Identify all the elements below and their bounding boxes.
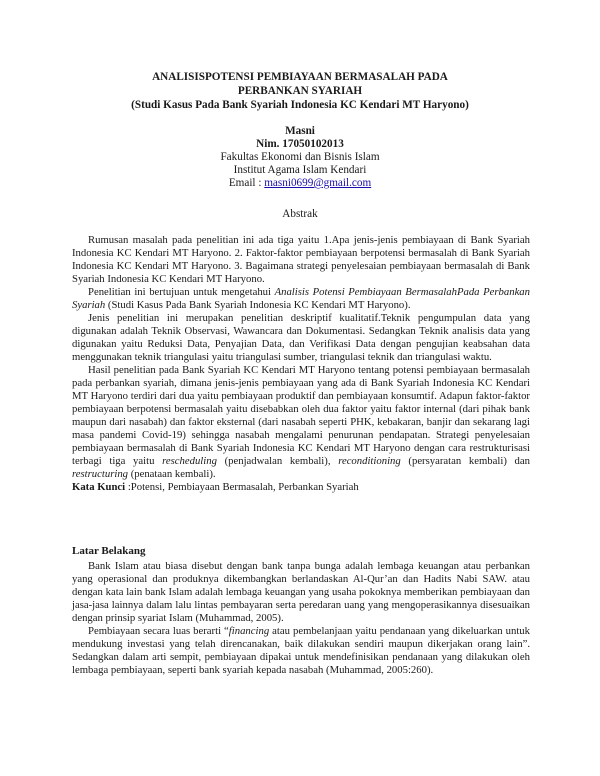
abstract-paragraph (72, 364, 530, 481)
institute: Institut Agama Islam Kendari (233, 164, 367, 176)
faculty: Fakultas Ekonomi dan Bisnis Islam (220, 151, 380, 163)
text-run: (penataan kembali). (128, 468, 216, 480)
student-id: Nim. 17050102013 (256, 138, 344, 150)
keywords-text: :Potensi, Pembiayaan Bermasalah, Perbankan Syariah (125, 481, 359, 493)
email-line (60, 177, 540, 190)
italic-run: financing (228, 625, 270, 637)
keywords (72, 481, 530, 494)
text-run: atau pembelanjaan yaitu pendanaan yang dikeluarkan untuk mendukung investasi yang telah direncanakan, baik dilakukan sendiri maupun dikerjakan orang lain”. Sedangkan dalam arti sempit, pembiayaan dipakai untuk mendefinisikan pendanaan yang dilakukan oleh lembaga pembiayaan, seperti bank syariah kepada nasabah (Muhammad, 2005:260). (72, 625, 530, 676)
email-link[interactable]: masni0699@gmail.com (264, 177, 372, 189)
section-heading: Latar Belakang (72, 545, 146, 557)
abstract-paragraph: Jenis penelitian ini merupakan penelitian deskriptif kualitatif.Teknik pengumpulan data yang digunakan adalah Teknik Observasi, Wawancara dan Dokumentasi. Sedangkan Teknik analisis data yang digunakan yaitu Reduksi Data, Penyajian Data, dan Verifikasi Data dengan pengujian keabsahan data menggunakan teknik triangulasi yaitu triangulasi sumber, triangulasi teknik dan triangulasi waktu. (72, 312, 530, 363)
background-paragraph: Bank Islam atau biasa disebut dengan bank tanpa bunga adalah lembaga keuangan atau perbankan yang operasional dan produknya dikembangkan berlandaskan Al-Qur’an dan Hadits Nabi SAW. atau dengan kata lain bank Islam adalah lembaga keuangan yang usaha pokoknya memberikan pembiayaan dan jasa-jasa lainnya dalam lalu lintas pembayaran serta peredaran uang yang mengoperasikannya disesuaikan dengan prinsip syariat Islam (Muhammad, 2005). (72, 560, 530, 624)
text-run: (penjadwalan kembali), (216, 455, 339, 467)
text-run: Penelitian ini bertujuan untuk mengetahui (88, 286, 275, 298)
author-name: Masni (285, 125, 315, 137)
italic-run: restructuring (72, 468, 129, 480)
keywords-label: Kata Kunci (72, 481, 126, 493)
abstract-paragraph: Rumusan masalah pada penelitian ini ada tiga yaitu 1.Apa jenis-jenis pembiayaan di Bank Syariah Indonesia KC Kendari MT Haryono. 2. Faktor-faktor pembiayaan berpotensi bermasalah di Bank Syariah Indonesia KC Kendari MT Haryono. 3. Bagaimana strategi penyelesaian pembiayaan bermasalah di Bank Syariah Indonesia KC Kendari MT Haryono. (72, 234, 530, 285)
background-section (72, 545, 530, 677)
title-line-2: PERBANKAN SYARIAH (237, 85, 363, 97)
title-line-3: (Studi Kasus Pada Bank Syariah Indonesia KC Kendari MT Haryono) (131, 99, 469, 111)
text-run: Pembiayaan secara luas berarti “ (88, 625, 229, 637)
abstract-body (72, 234, 530, 494)
background-paragraph (72, 625, 530, 677)
text-run: (persyaratan kembali) dan (400, 455, 530, 467)
italic-run: reconditioning (338, 455, 401, 467)
abstract-heading: Abstrak (282, 208, 318, 220)
text-run: (Studi Kasus Pada Bank Syariah Indonesia KC Kendari MT Haryono). (105, 299, 411, 311)
email-label: Email : (228, 177, 265, 189)
title-line-1: ANALISISPOTENSI PEMBIAYAAN BERMASALAH PADA (152, 71, 448, 83)
italic-run: rescheduling (162, 455, 217, 467)
author-block (60, 125, 540, 190)
abstract-paragraph (72, 286, 530, 312)
paper-title (60, 70, 540, 112)
italic-run: Analisis Potensi Pembiayaan BermasalahPada Perbankan Syariah (72, 286, 530, 311)
text-run: Hasil penelitian pada Bank Syariah KC Kendari MT Haryono tentang potensi pembiayaan bermasalah pada perbankan syariah, dimana jenis-jenis pembiayaan yang ada di Bank Syariah Indonesia KC Kendari MT Haryono terdiri dari dua yaitu pembiayaan produktif dan pembiayaan konsumtif. Adapun faktor-faktor pembiayaan berpotensi bermasalah yaitu disebabkan oleh dua faktor yaitu faktor internal (dari pihak bank maupun dari nasabah) dan faktor eksternal (dari nasabah seperti PHK, kebakaran, banjir dan sekarang lagi masa pandemi Covid-19) sehingga nasabah mengalami penurunan pendapatan. Strategi penyelesaian pembiayaan bermasalah di Bank Syariah Indonesia KC Kendari MT Haryono dengan cara restrukturisasi terbagi tiga yaitu (72, 364, 530, 467)
